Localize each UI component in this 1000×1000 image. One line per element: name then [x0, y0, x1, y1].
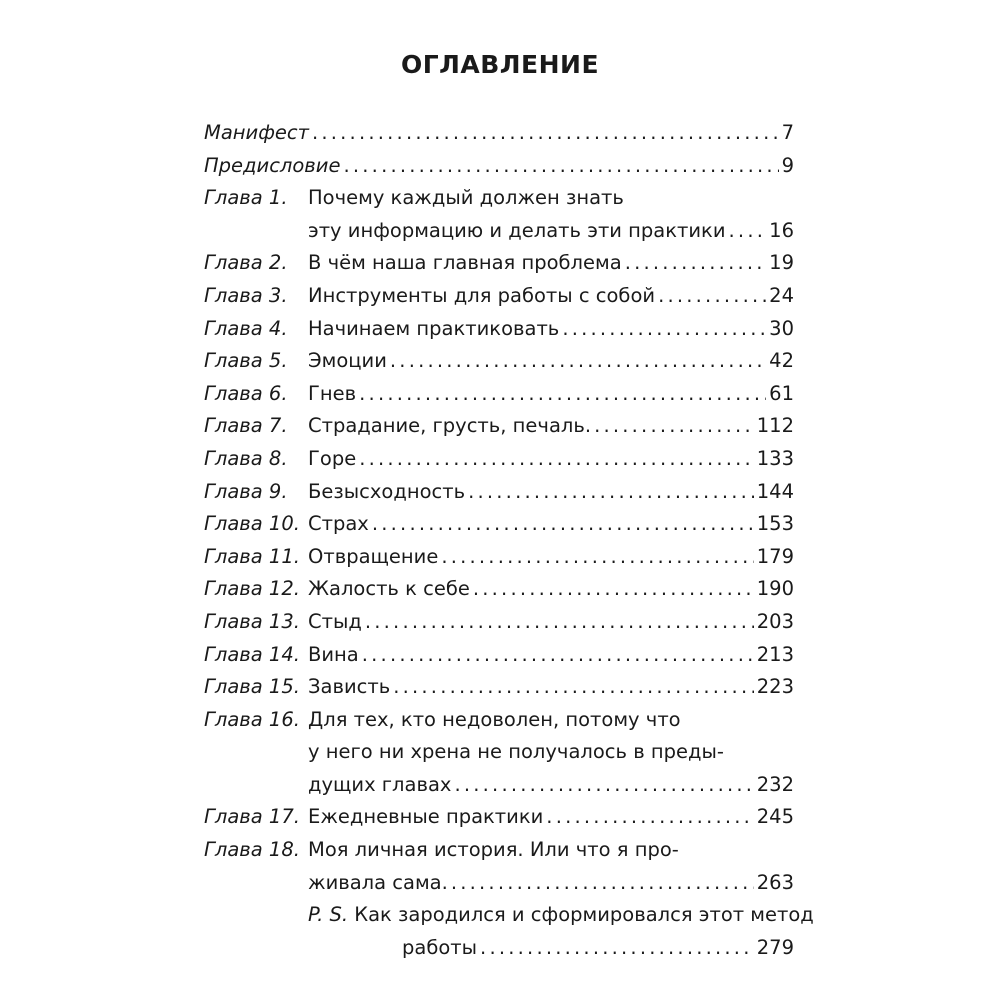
toc-entry[interactable]: [204, 834, 794, 899]
entry-title-line: Гнев: [308, 381, 357, 405]
toc-entry[interactable]: [204, 280, 794, 313]
entry-title-line: живала сама.: [308, 870, 448, 894]
chapter-label: Глава 12.: [204, 577, 300, 601]
toc-entry[interactable]: [204, 313, 794, 346]
page-number: 232: [756, 772, 794, 796]
toc-entry[interactable]: [204, 117, 794, 150]
chapter-label: Глава 8.: [204, 446, 288, 470]
page-number: 61: [769, 381, 794, 405]
entry-title-line: Страх: [308, 512, 369, 536]
entry-title-line: Предисловие: [204, 153, 341, 177]
dot-leader: [468, 476, 754, 509]
chapter-label: Глава 10.: [204, 512, 300, 536]
chapter-label: Глава 6.: [204, 381, 288, 405]
entry-title-line: Эмоции: [308, 349, 387, 373]
dot-leader: [359, 443, 754, 476]
chapter-label: Глава 13.: [204, 609, 300, 633]
dot-leader: [562, 313, 766, 346]
toc-entry[interactable]: [204, 508, 794, 541]
page-number: 144: [756, 479, 794, 503]
entry-title-line: Для тех, кто недоволен, потому что: [308, 707, 681, 731]
toc-entry[interactable]: [204, 606, 794, 639]
dot-leader: [362, 639, 754, 672]
entry-title-line: эту информацию и делать эти практики: [308, 218, 726, 242]
chapter-label: Глава 11.: [204, 544, 300, 568]
dot-leader: [390, 345, 766, 378]
page-number: 279: [756, 935, 794, 959]
chapter-label: Глава 15.: [204, 675, 300, 699]
dot-leader: [480, 932, 754, 965]
toc-entry[interactable]: [204, 899, 814, 964]
page-number: 213: [756, 642, 794, 666]
entry-title-line: Стыд: [308, 609, 362, 633]
page-number: 42: [769, 349, 794, 373]
toc-entry[interactable]: [204, 150, 794, 183]
entry-title-line: Почему каждый должен знать: [308, 186, 624, 210]
chapter-label: Глава 17.: [204, 805, 300, 829]
page-number: 203: [756, 609, 794, 633]
page-number: 19: [769, 251, 794, 275]
chapter-label: Глава 3.: [204, 283, 288, 307]
toc-entry[interactable]: [204, 345, 794, 378]
chapter-label: Глава 4.: [204, 316, 288, 340]
toc-entry[interactable]: [204, 378, 794, 411]
toc-entry[interactable]: [204, 247, 794, 280]
page-number: 190: [756, 577, 794, 601]
entry-title-line: Как зародился и сформировался этот метод: [354, 903, 814, 927]
entry-title-line: Зависть: [308, 675, 391, 699]
page-number: 245: [756, 805, 794, 829]
chapter-label: Глава 9.: [204, 479, 288, 503]
page-number: 223: [756, 675, 794, 699]
entry-title-line: Начинаем практиковать: [308, 316, 560, 340]
ps-label: P. S.: [308, 903, 349, 927]
dot-leader: [625, 247, 766, 280]
toc-entry[interactable]: [204, 410, 794, 443]
dot-leader: [594, 410, 754, 443]
entry-title-line: Горе: [308, 446, 357, 470]
chapter-label: Глава 1.: [204, 186, 288, 210]
entry-title-line: Вина: [308, 642, 359, 666]
page-number: 9: [781, 153, 794, 177]
page-number: 112: [756, 414, 794, 438]
chapter-label: Глава 7.: [204, 414, 288, 438]
dot-leader: [359, 378, 766, 411]
toc-entry[interactable]: [204, 573, 794, 606]
entry-title-line: дущих главах: [308, 772, 452, 796]
page-number: 7: [781, 121, 794, 144]
entry-title-line: Отвращение: [308, 544, 439, 568]
dot-leader: [365, 606, 754, 639]
entry-title-line: Манифест: [204, 121, 309, 144]
dot-leader: [441, 541, 753, 574]
toc-entry[interactable]: [204, 801, 794, 834]
dot-leader: [343, 150, 778, 183]
page-title: ОГЛАВЛЕНИЕ: [400, 50, 600, 79]
toc-entry[interactable]: [204, 704, 794, 802]
entry-title-line: работы: [402, 935, 478, 959]
chapter-label: Глава 18.: [204, 838, 300, 862]
chapter-label: Глава 2.: [204, 251, 288, 275]
entry-title-line: Моя личная история. Или что я про-: [308, 838, 679, 862]
entry-title-line: В чём наша главная проблема: [308, 251, 622, 275]
page-number: 133: [756, 446, 794, 470]
dot-leader: [393, 671, 754, 704]
dot-leader: [372, 508, 754, 541]
page-number: 30: [769, 316, 794, 340]
dot-leader: [473, 573, 754, 606]
page-number: 24: [769, 283, 794, 307]
page-number: 263: [756, 870, 794, 894]
table-of-contents: [204, 117, 814, 964]
toc-entry[interactable]: [204, 639, 794, 672]
entry-title-line: Страдание, грусть, печаль.: [308, 414, 592, 438]
dot-leader: [451, 867, 754, 900]
page-number: 16: [769, 218, 794, 242]
entry-title-line: Инструменты для работы с собой: [308, 283, 656, 307]
page-number: 179: [756, 544, 794, 568]
page-number: 153: [756, 512, 794, 536]
toc-entry[interactable]: [204, 182, 794, 247]
chapter-label: Глава 14.: [204, 642, 300, 666]
chapter-label: Глава 5.: [204, 349, 288, 373]
dot-leader: [312, 117, 779, 150]
dot-leader: [454, 769, 753, 802]
toc-entry[interactable]: [204, 541, 794, 574]
toc-entry[interactable]: [204, 671, 794, 704]
toc-entry[interactable]: [204, 443, 794, 476]
entry-title-line: Безысходность: [308, 479, 466, 503]
dot-leader: [729, 215, 767, 248]
entry-title-line: Жалость к себе: [308, 577, 470, 601]
toc-entry[interactable]: [204, 476, 794, 509]
entry-title-line: Ежедневные практики: [308, 805, 544, 829]
dot-leader: [546, 801, 753, 834]
chapter-label: Глава 16.: [204, 707, 300, 731]
entry-title-line: у него ни хрена не получалось в преды-: [308, 740, 724, 764]
dot-leader: [658, 280, 766, 313]
